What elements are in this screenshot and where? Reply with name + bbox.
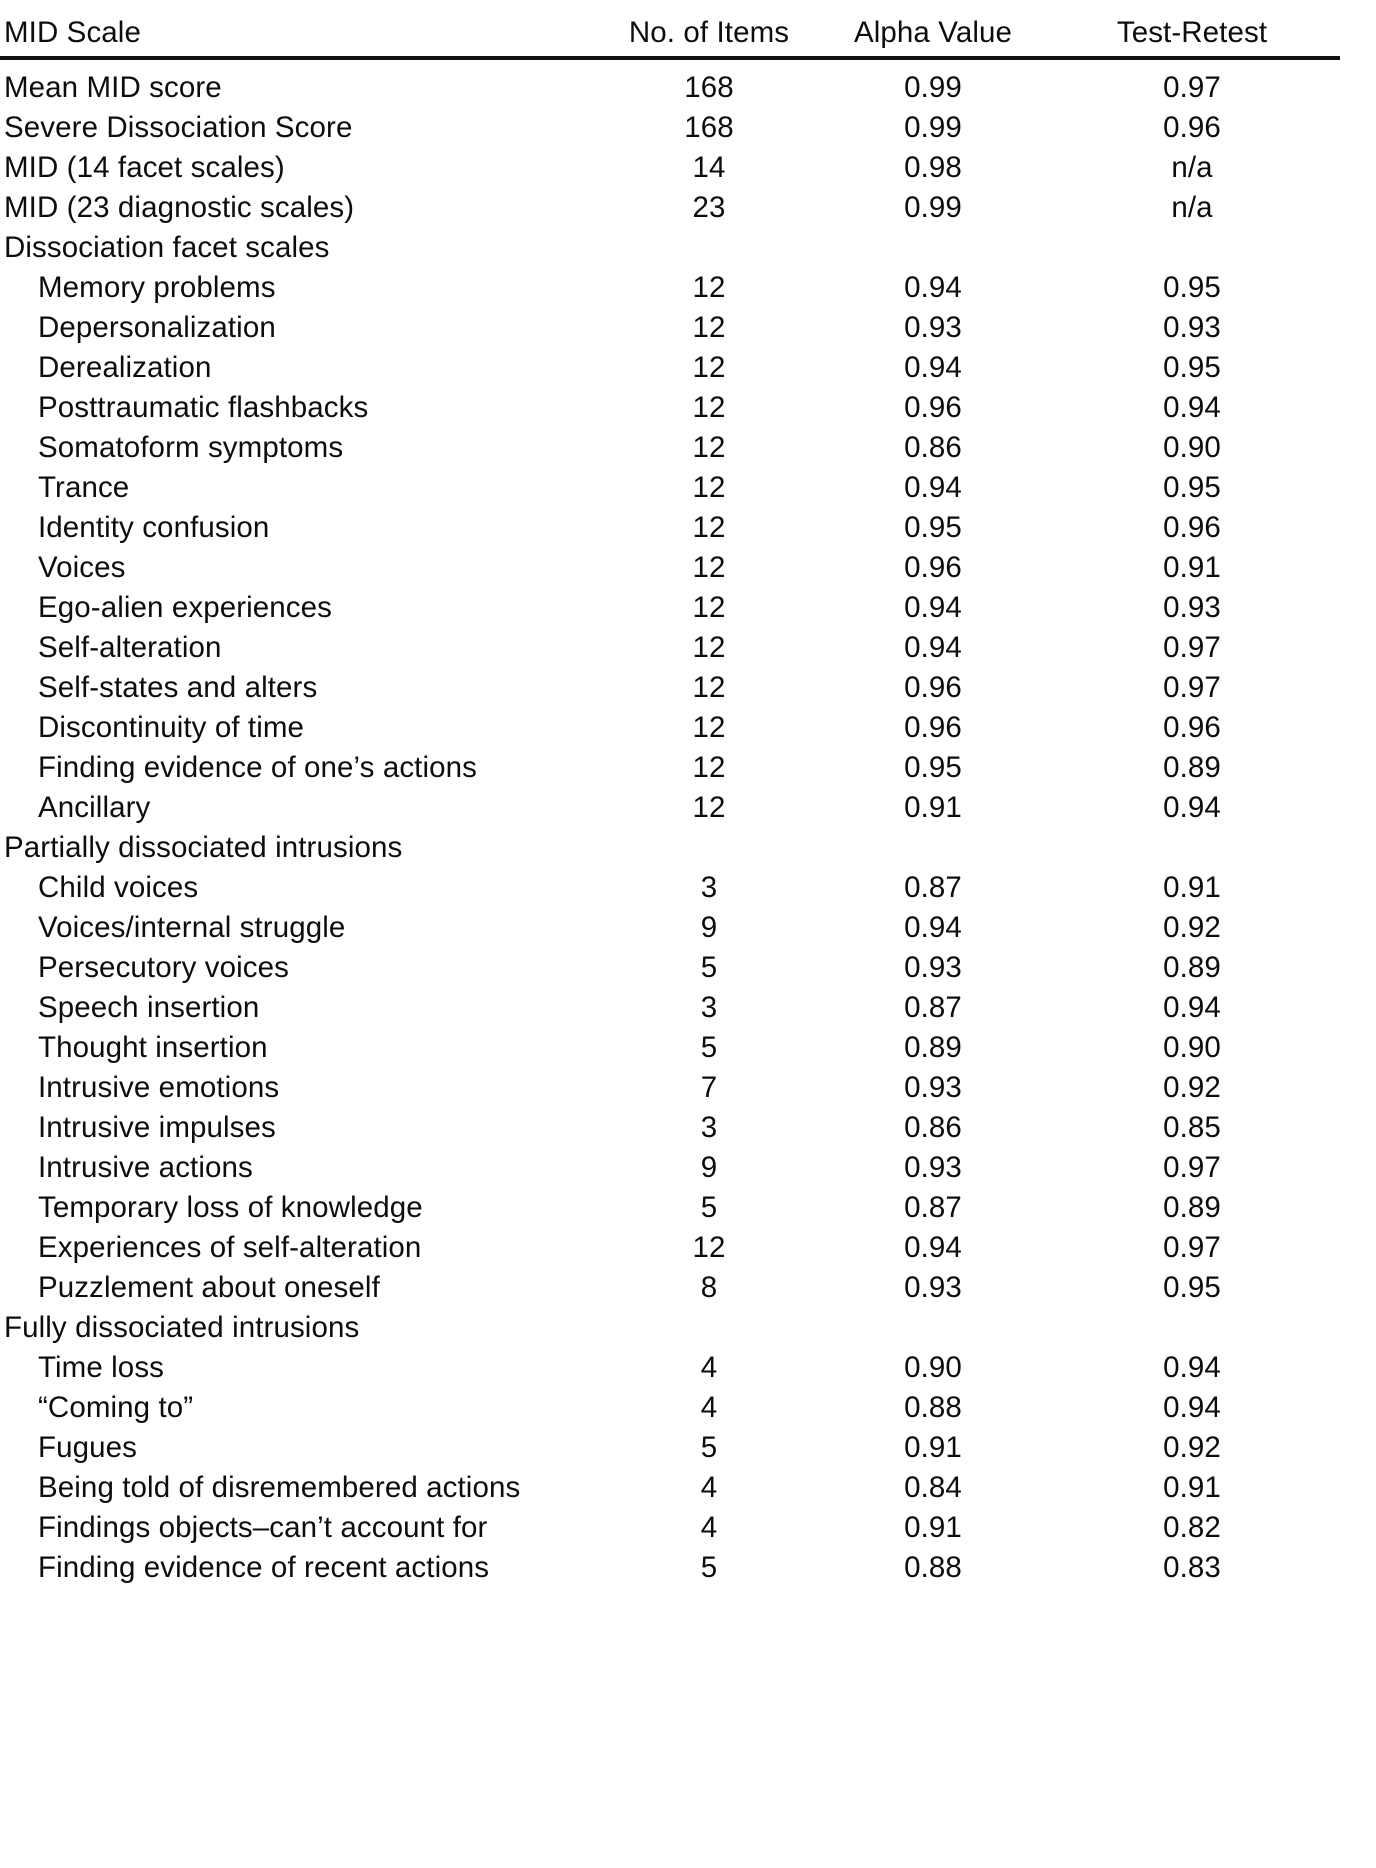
cell-mid-scale: Puzzlement about oneself xyxy=(38,1271,380,1305)
table-row xyxy=(0,668,1340,708)
cell-test-retest: 0.96 xyxy=(1163,711,1221,745)
cell-mid-scale: Trance xyxy=(38,471,130,505)
cell-mid-scale: Somatoform symptoms xyxy=(38,431,344,465)
cell-test-retest: 0.95 xyxy=(1163,271,1221,305)
table-row xyxy=(0,588,1340,628)
cell-mid-scale: Derealization xyxy=(38,351,212,385)
cell-mid-scale: Intrusive emotions xyxy=(38,1071,280,1105)
table-row xyxy=(0,428,1340,468)
cell-no-of-items: 4 xyxy=(700,1351,718,1385)
cell-mid-scale: Identity confusion xyxy=(38,511,270,545)
cell-mid-scale: Posttraumatic flashbacks xyxy=(38,391,369,425)
cell-no-of-items: 23 xyxy=(692,191,726,225)
cell-mid-scale: Severe Dissociation Score xyxy=(4,111,353,145)
table-row xyxy=(0,1308,1340,1348)
cell-test-retest: 0.95 xyxy=(1163,1271,1221,1305)
cell-mid-scale: Intrusive impulses xyxy=(38,1111,276,1145)
table-row xyxy=(0,548,1340,588)
cell-test-retest: 0.91 xyxy=(1163,551,1221,585)
cell-mid-scale: Findings objects–can’t account for xyxy=(38,1511,488,1545)
table-row xyxy=(0,1148,1340,1188)
cell-test-retest: 0.96 xyxy=(1163,111,1221,145)
table-row xyxy=(0,788,1340,828)
cell-test-retest: 0.91 xyxy=(1163,1471,1221,1505)
cell-alpha-value: 0.93 xyxy=(904,951,962,985)
cell-test-retest: 0.96 xyxy=(1163,511,1221,545)
cell-alpha-value: 0.98 xyxy=(904,151,962,185)
cell-no-of-items: 168 xyxy=(684,111,734,145)
table-row xyxy=(0,228,1340,268)
cell-test-retest xyxy=(1044,828,1340,868)
cell-mid-scale: Intrusive actions xyxy=(38,1151,253,1185)
column-header-test-retest: Test-Retest xyxy=(1044,0,1340,58)
cell-test-retest: 0.95 xyxy=(1163,471,1221,505)
cell-alpha-value: 0.87 xyxy=(904,1191,962,1225)
cell-no-of-items: 12 xyxy=(692,631,726,665)
cell-test-retest: 0.97 xyxy=(1163,1151,1221,1185)
table-row xyxy=(0,1188,1340,1228)
cell-no-of-items: 12 xyxy=(692,791,726,825)
cell-alpha-value: 0.99 xyxy=(904,191,962,225)
cell-no-of-items: 12 xyxy=(692,591,726,625)
cell-alpha-value: 0.93 xyxy=(904,1071,962,1105)
cell-mid-scale: Experiences of self-alteration xyxy=(38,1231,422,1265)
table-row xyxy=(0,1428,1340,1468)
cell-test-retest: 0.89 xyxy=(1163,951,1221,985)
cell-mid-scale: MID (23 diagnostic scales) xyxy=(4,191,355,225)
cell-mid-scale: Temporary loss of knowledge xyxy=(38,1191,423,1225)
cell-alpha-value: 0.94 xyxy=(904,911,962,945)
table-body xyxy=(0,58,1340,1588)
cell-mid-scale: Mean MID score xyxy=(4,71,222,105)
cell-mid-scale: Fully dissociated intrusions xyxy=(4,1311,360,1345)
cell-alpha-value: 0.88 xyxy=(904,1391,962,1425)
cell-no-of-items: 3 xyxy=(700,1111,718,1145)
cell-test-retest: 0.94 xyxy=(1163,791,1221,825)
cell-mid-scale: Thought insertion xyxy=(38,1031,268,1065)
cell-test-retest: 0.90 xyxy=(1163,431,1221,465)
table-row xyxy=(0,628,1340,668)
cell-mid-scale: Child voices xyxy=(38,871,199,905)
cell-test-retest: 0.92 xyxy=(1163,911,1221,945)
table-row xyxy=(0,188,1340,228)
cell-alpha-value: 0.94 xyxy=(904,631,962,665)
cell-mid-scale: Self-states and alters xyxy=(38,671,318,705)
table-row xyxy=(0,468,1340,508)
table-row xyxy=(0,1268,1340,1308)
cell-no-of-items: 5 xyxy=(700,1431,718,1465)
cell-alpha-value: 0.95 xyxy=(904,511,962,545)
table-header xyxy=(0,0,1340,58)
table-row xyxy=(0,1228,1340,1268)
cell-mid-scale: Finding evidence of recent actions xyxy=(38,1551,490,1585)
cell-mid-scale: Voices xyxy=(38,551,126,585)
cell-alpha-value: 0.91 xyxy=(904,791,962,825)
cell-no-of-items: 12 xyxy=(692,551,726,585)
cell-no-of-items: 14 xyxy=(692,151,726,185)
cell-alpha-value: 0.96 xyxy=(904,711,962,745)
cell-no-of-items: 12 xyxy=(692,271,726,305)
cell-alpha-value: 0.93 xyxy=(904,1151,962,1185)
table-row xyxy=(0,1468,1340,1508)
cell-test-retest: 0.92 xyxy=(1163,1071,1221,1105)
cell-alpha-value: 0.99 xyxy=(904,111,962,145)
table-row xyxy=(0,988,1340,1028)
column-header-no-of-items: No. of Items xyxy=(596,0,822,58)
cell-no-of-items: 3 xyxy=(700,871,718,905)
table-row xyxy=(0,708,1340,748)
table-row xyxy=(0,148,1340,188)
cell-mid-scale: Partially dissociated intrusions xyxy=(4,831,403,865)
cell-test-retest: 0.93 xyxy=(1163,311,1221,345)
table-row xyxy=(0,1028,1340,1068)
cell-alpha-value xyxy=(822,1308,1044,1348)
table-row xyxy=(0,308,1340,348)
cell-test-retest: 0.92 xyxy=(1163,1431,1221,1465)
cell-test-retest: 0.94 xyxy=(1163,391,1221,425)
header-row xyxy=(0,0,1340,58)
cell-alpha-value: 0.95 xyxy=(904,751,962,785)
cell-alpha-value: 0.94 xyxy=(904,1231,962,1265)
cell-mid-scale: Ancillary xyxy=(38,791,151,825)
column-header-mid-scale: MID Scale xyxy=(0,0,596,58)
cell-no-of-items: 12 xyxy=(692,751,726,785)
cell-alpha-value: 0.94 xyxy=(904,591,962,625)
cell-no-of-items: 12 xyxy=(692,311,726,345)
cell-no-of-items: 9 xyxy=(700,911,718,945)
cell-mid-scale: Being told of disremembered actions xyxy=(38,1471,521,1505)
table-row xyxy=(0,268,1340,308)
cell-no-of-items: 5 xyxy=(700,1551,718,1585)
cell-alpha-value: 0.84 xyxy=(904,1471,962,1505)
cell-test-retest: 0.90 xyxy=(1163,1031,1221,1065)
table-row xyxy=(0,1348,1340,1388)
cell-alpha-value: 0.86 xyxy=(904,1111,962,1145)
table-row xyxy=(0,748,1340,788)
cell-alpha-value: 0.89 xyxy=(904,1031,962,1065)
cell-no-of-items: 4 xyxy=(700,1471,718,1505)
cell-test-retest: 0.97 xyxy=(1163,71,1221,105)
cell-alpha-value: 0.87 xyxy=(904,871,962,905)
cell-test-retest: 0.94 xyxy=(1163,1351,1221,1385)
table-row xyxy=(0,348,1340,388)
cell-mid-scale: Persecutory voices xyxy=(38,951,290,985)
cell-test-retest: 0.83 xyxy=(1163,1551,1221,1585)
table-row xyxy=(0,508,1340,548)
table-row xyxy=(0,908,1340,948)
cell-alpha-value: 0.93 xyxy=(904,1271,962,1305)
cell-no-of-items: 5 xyxy=(700,951,718,985)
cell-alpha-value: 0.94 xyxy=(904,351,962,385)
cell-mid-scale: Dissociation facet scales xyxy=(4,231,330,265)
cell-no-of-items: 12 xyxy=(692,711,726,745)
cell-alpha-value: 0.88 xyxy=(904,1551,962,1585)
cell-no-of-items: 7 xyxy=(700,1071,718,1105)
cell-alpha-value: 0.93 xyxy=(904,311,962,345)
cell-mid-scale: Time loss xyxy=(38,1351,165,1385)
cell-mid-scale: Voices/internal struggle xyxy=(38,911,346,945)
cell-alpha-value xyxy=(822,828,1044,868)
cell-alpha-value: 0.87 xyxy=(904,991,962,1025)
cell-test-retest: n/a xyxy=(1171,151,1213,185)
cell-mid-scale: Ego-alien experiences xyxy=(38,591,333,625)
cell-no-of-items: 12 xyxy=(692,391,726,425)
cell-no-of-items: 12 xyxy=(692,1231,726,1265)
cell-no-of-items: 12 xyxy=(692,511,726,545)
cell-alpha-value: 0.96 xyxy=(904,551,962,585)
cell-alpha-value: 0.91 xyxy=(904,1431,962,1465)
cell-test-retest: 0.97 xyxy=(1163,631,1221,665)
cell-no-of-items: 8 xyxy=(700,1271,718,1305)
cell-test-retest: n/a xyxy=(1171,191,1213,225)
cell-no-of-items: 12 xyxy=(692,351,726,385)
cell-mid-scale: Speech insertion xyxy=(38,991,260,1025)
cell-no-of-items xyxy=(596,228,822,268)
table-row xyxy=(0,948,1340,988)
table-row xyxy=(0,1068,1340,1108)
cell-test-retest: 0.94 xyxy=(1163,991,1221,1025)
cell-test-retest: 0.94 xyxy=(1163,1391,1221,1425)
cell-test-retest: 0.97 xyxy=(1163,1231,1221,1265)
cell-no-of-items: 4 xyxy=(700,1391,718,1425)
cell-no-of-items xyxy=(596,1308,822,1348)
cell-no-of-items: 12 xyxy=(692,431,726,465)
cell-no-of-items: 3 xyxy=(700,991,718,1025)
cell-mid-scale: Depersonalization xyxy=(38,311,276,345)
cell-mid-scale: Discontinuity of time xyxy=(38,711,305,745)
cell-alpha-value: 0.91 xyxy=(904,1511,962,1545)
cell-alpha-value: 0.86 xyxy=(904,431,962,465)
cell-test-retest: 0.82 xyxy=(1163,1511,1221,1545)
table-row xyxy=(0,1508,1340,1548)
cell-no-of-items: 4 xyxy=(700,1511,718,1545)
table-row xyxy=(0,828,1340,868)
cell-alpha-value: 0.94 xyxy=(904,471,962,505)
cell-alpha-value: 0.94 xyxy=(904,271,962,305)
cell-alpha-value: 0.90 xyxy=(904,1351,962,1385)
cell-no-of-items: 9 xyxy=(700,1151,718,1185)
cell-mid-scale: MID (14 facet scales) xyxy=(4,151,285,185)
cell-test-retest: 0.91 xyxy=(1163,871,1221,905)
table-row xyxy=(0,1388,1340,1428)
cell-alpha-value: 0.99 xyxy=(904,71,962,105)
cell-test-retest: 0.93 xyxy=(1163,591,1221,625)
cell-mid-scale: “Coming to” xyxy=(38,1391,194,1425)
cell-test-retest: 0.95 xyxy=(1163,351,1221,385)
table-row xyxy=(0,108,1340,148)
cell-test-retest xyxy=(1044,228,1340,268)
table-row xyxy=(0,868,1340,908)
cell-test-retest xyxy=(1044,1308,1340,1348)
cell-test-retest: 0.89 xyxy=(1163,751,1221,785)
cell-mid-scale: Fugues xyxy=(38,1431,137,1465)
cell-no-of-items xyxy=(596,828,822,868)
cell-test-retest: 0.85 xyxy=(1163,1111,1221,1145)
cell-mid-scale: Finding evidence of one’s actions xyxy=(38,751,477,785)
table-row xyxy=(0,58,1340,108)
table-row xyxy=(0,1548,1340,1588)
table-row xyxy=(0,1108,1340,1148)
cell-no-of-items: 5 xyxy=(700,1031,718,1065)
cell-alpha-value xyxy=(822,228,1044,268)
cell-no-of-items: 5 xyxy=(700,1191,718,1225)
cell-alpha-value: 0.96 xyxy=(904,671,962,705)
cell-test-retest: 0.89 xyxy=(1163,1191,1221,1225)
table-row xyxy=(0,388,1340,428)
cell-mid-scale: Self-alteration xyxy=(38,631,222,665)
column-header-alpha-value: Alpha Value xyxy=(822,0,1044,58)
cell-mid-scale: Memory problems xyxy=(38,271,276,305)
cell-test-retest: 0.97 xyxy=(1163,671,1221,705)
cell-no-of-items: 12 xyxy=(692,671,726,705)
cell-no-of-items: 12 xyxy=(692,471,726,505)
cell-alpha-value: 0.96 xyxy=(904,391,962,425)
cell-no-of-items: 168 xyxy=(684,71,734,105)
